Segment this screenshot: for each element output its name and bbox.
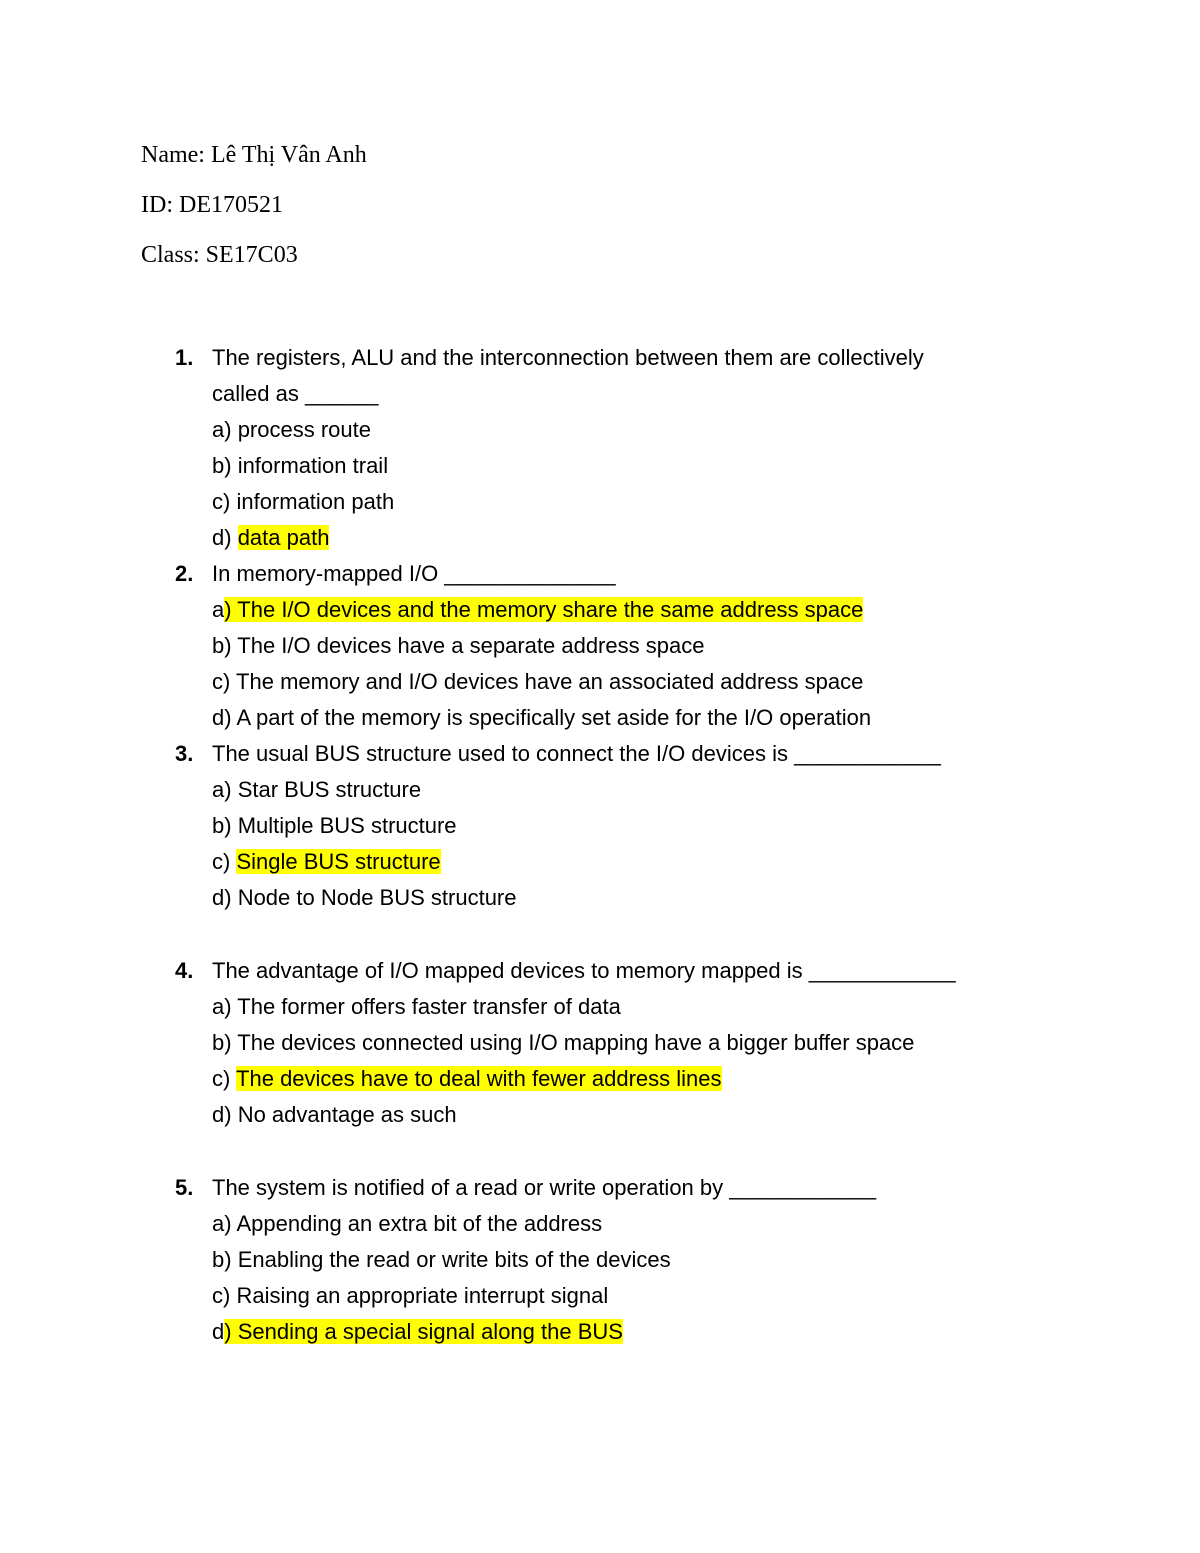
student-class: Class: SE17C03: [141, 242, 298, 268]
question-number: 3.: [175, 741, 194, 766]
student-id: ID: DE170521: [141, 192, 283, 218]
question-stem-line: called as ______: [212, 381, 379, 406]
question-number: 1.: [175, 345, 194, 370]
answer-option: d) No advantage as such: [212, 1102, 457, 1127]
answer-highlight: ) The I/O devices and the memory share the same address space: [224, 597, 864, 622]
answer-option: a) process route: [212, 417, 371, 442]
answer-highlight: Single BUS structure: [236, 849, 441, 874]
answer-option: a) Star BUS structure: [212, 777, 422, 802]
answer-option: c) information path: [212, 489, 395, 514]
answer-option: b) information trail: [212, 453, 389, 478]
answer-option: d) Node to Node BUS structure: [212, 885, 517, 910]
answer-option: b) Enabling the read or write bits of the devices: [212, 1247, 671, 1272]
question-stem-line: The usual BUS structure used to connect the I/O devices is ____________: [212, 741, 941, 766]
student-name: Name: Lê Thị Vân Anh: [141, 142, 367, 168]
answer-option-correct: c) Single BUS structure: [212, 849, 441, 874]
answer-option-correct: d) data path: [212, 525, 330, 550]
answer-option-correct: a) The I/O devices and the memory share the same address space: [212, 597, 864, 622]
question-stem-line: The system is notified of a read or write operation by ____________: [212, 1175, 877, 1200]
question-number: 2.: [175, 561, 194, 586]
answer-option: a) The former offers faster transfer of data: [212, 994, 621, 1019]
answer-highlight: ) Sending a special signal along the BUS: [224, 1319, 623, 1344]
question-stem-line: The registers, ALU and the interconnection between them are collectively: [212, 345, 924, 370]
answer-option: b) The devices connected using I/O mapping have a bigger buffer space: [212, 1030, 915, 1055]
answer-option: d) A part of the memory is specifically set aside for the I/O operation: [212, 705, 872, 730]
question-stem-line: In memory-mapped I/O ______________: [212, 561, 616, 586]
answer-option-correct: d) Sending a special signal along the BUS: [212, 1319, 623, 1344]
answer-option: c) The memory and I/O devices have an associated address space: [212, 669, 864, 694]
answer-option: b) Multiple BUS structure: [212, 813, 457, 838]
question-number: 4.: [175, 958, 194, 983]
answer-highlight: The devices have to deal with fewer address lines: [236, 1066, 722, 1091]
question-number: 5.: [175, 1175, 194, 1200]
answer-option: b) The I/O devices have a separate address space: [212, 633, 705, 658]
answer-option: c) Raising an appropriate interrupt signal: [212, 1283, 609, 1308]
answer-option: a) Appending an extra bit of the address: [212, 1211, 603, 1236]
answer-option-correct: c) The devices have to deal with fewer address lines: [212, 1066, 722, 1091]
answer-highlight: data path: [237, 525, 330, 550]
question-stem-line: The advantage of I/O mapped devices to memory mapped is ____________: [212, 958, 956, 983]
